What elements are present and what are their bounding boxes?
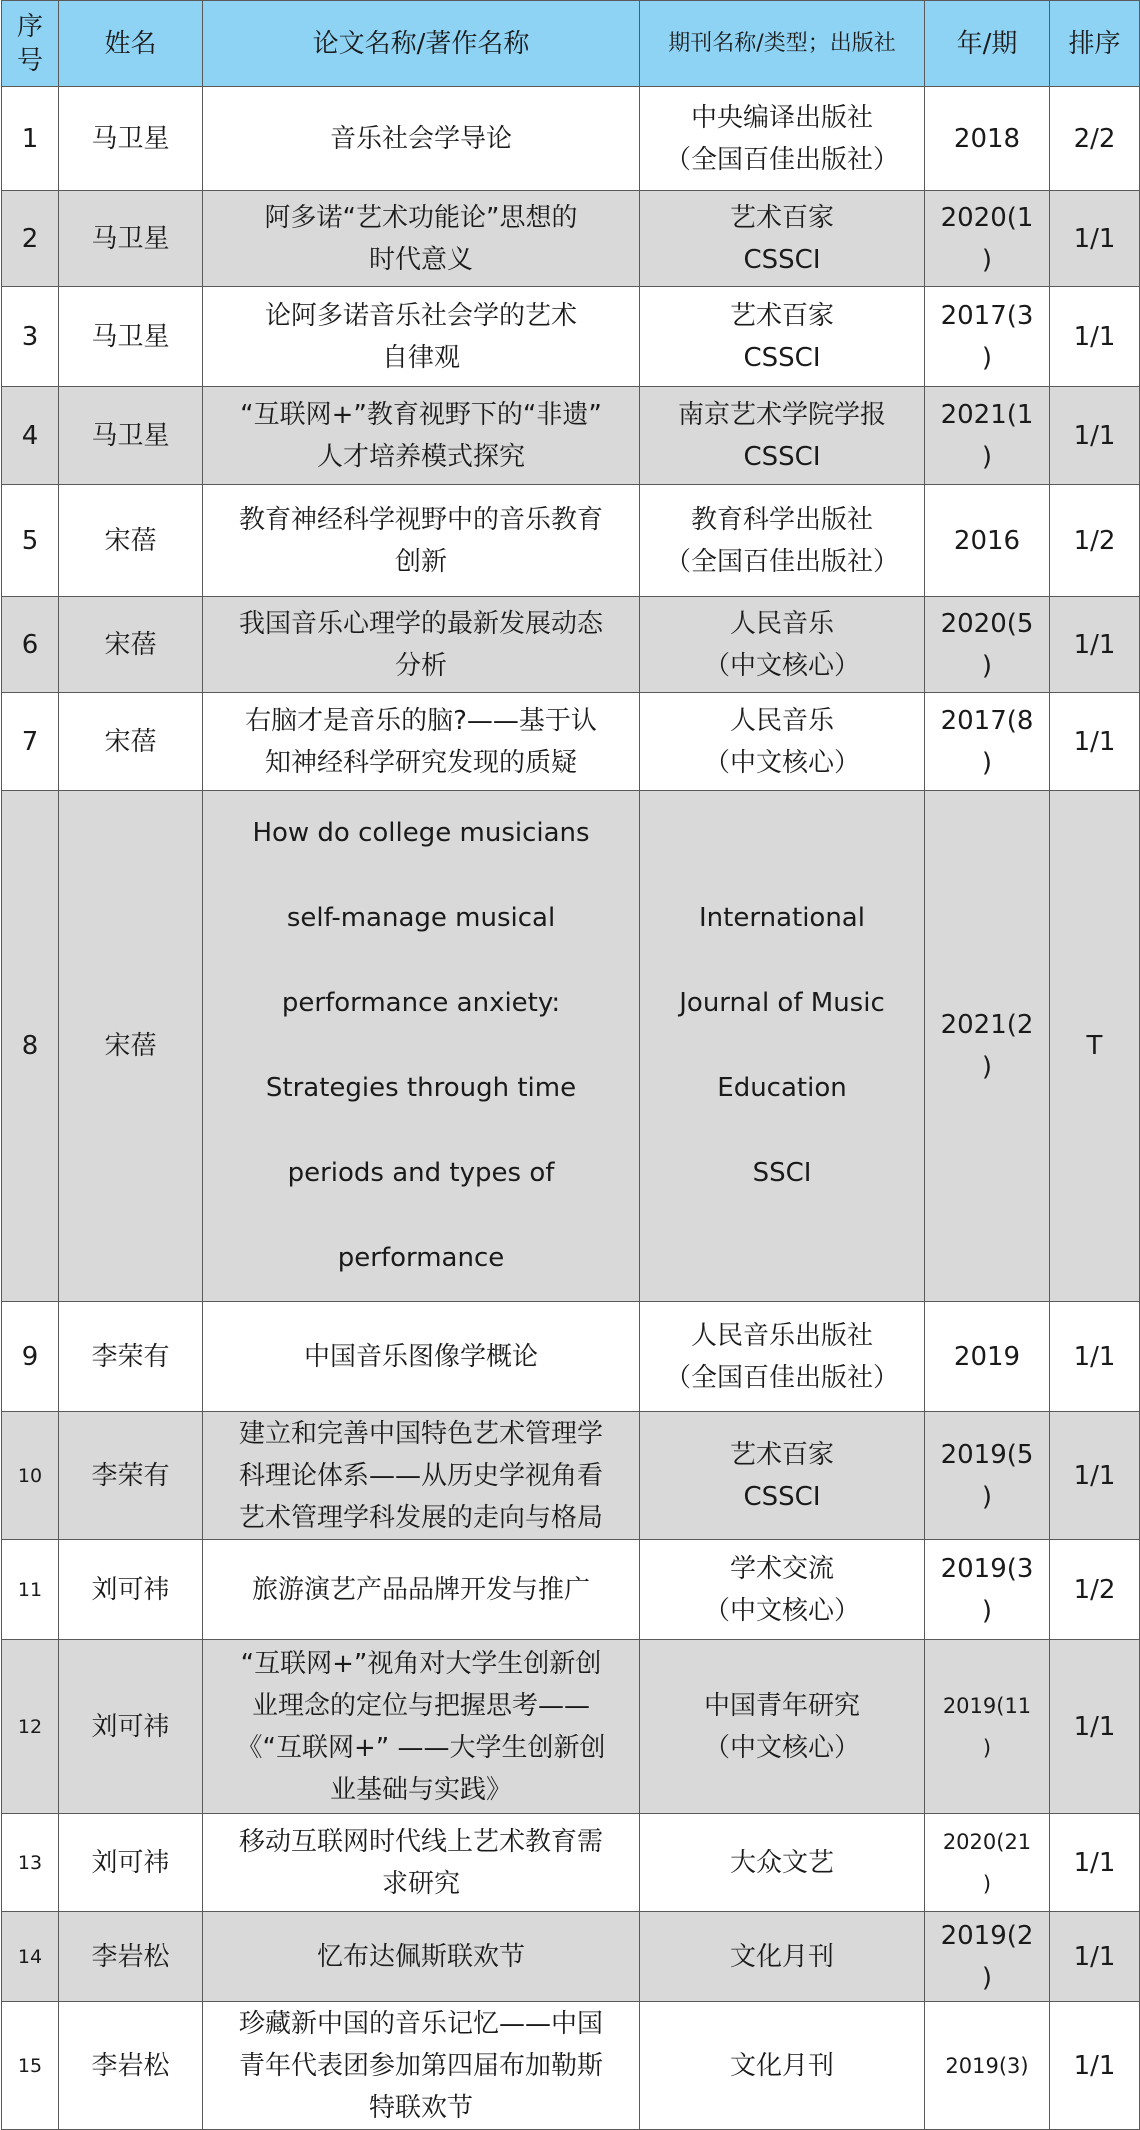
- row-number: 5: [21, 525, 39, 556]
- cell-title: [203, 1912, 640, 2002]
- cell-title: [203, 2002, 640, 2130]
- table-row: [2, 1814, 1140, 1912]
- cell-title: [203, 387, 640, 485]
- rank-value: 1/2: [1073, 1574, 1116, 1605]
- year-line: 2019(11: [942, 1693, 1032, 1718]
- rank-value: 1/1: [1073, 1941, 1116, 1972]
- row-number: 14: [17, 1945, 43, 1968]
- cell-year: [925, 1814, 1050, 1912]
- cell-year: [925, 1412, 1050, 1540]
- cell-journal: [640, 1640, 925, 1814]
- table-row: [2, 791, 1140, 1302]
- journal-line: 人民音乐出版社: [690, 1320, 873, 1351]
- year-line: 2020(5: [940, 608, 1034, 639]
- row-number: 11: [17, 1578, 43, 1601]
- cell-rank: [1050, 485, 1140, 597]
- author-name: 马卫星: [91, 123, 170, 154]
- cell-name: [59, 693, 203, 791]
- title-line: Strategies through time: [265, 1073, 577, 1103]
- title-line: periods and types of: [287, 1158, 555, 1188]
- journal-line: （中文核心）: [703, 650, 860, 681]
- rank-value: 2/2: [1073, 123, 1116, 154]
- journal-line: 艺术百家: [729, 1439, 834, 1470]
- journal-line: 艺术百家: [729, 202, 834, 233]
- rank-value: 1/1: [1073, 726, 1116, 757]
- author-name: 马卫星: [91, 420, 170, 451]
- cell-name: [59, 1540, 203, 1640]
- author-name: 李荣有: [91, 1460, 170, 1491]
- journal-line: CSSCI: [743, 342, 821, 373]
- author-name: 宋蓓: [104, 525, 157, 556]
- title-line: “互联网+”视角对大学生创新创: [240, 1648, 602, 1679]
- year-line: ): [981, 650, 993, 681]
- author-name: 李岩松: [91, 1941, 170, 1972]
- rank-value: 1/1: [1073, 1341, 1116, 1372]
- rank-value: 1/1: [1073, 420, 1116, 451]
- title-line: 人才培养模式探究: [316, 441, 525, 472]
- cell-journal: [640, 791, 925, 1302]
- title-line: 创新: [394, 546, 447, 577]
- year-line: ): [982, 1735, 992, 1760]
- title-line: 移动互联网时代线上艺术教育需: [238, 1826, 603, 1857]
- rank-value: 1/1: [1073, 223, 1116, 254]
- cell-rank: [1050, 87, 1140, 191]
- title-line: 自律观: [381, 342, 460, 373]
- cell-rank: [1050, 693, 1140, 791]
- title-line: performance: [337, 1243, 505, 1273]
- header-year: 年/期: [925, 1, 1050, 87]
- cell-no: [2, 1814, 59, 1912]
- cell-journal: [640, 1302, 925, 1412]
- rank-value: 1/1: [1073, 2050, 1116, 2081]
- cell-year: [925, 1302, 1050, 1412]
- cell-title: [203, 485, 640, 597]
- cell-year: [925, 1640, 1050, 1814]
- cell-year: [925, 693, 1050, 791]
- table-row: [2, 1540, 1140, 1640]
- cell-rank: [1050, 387, 1140, 485]
- journal-line: 大众文艺: [729, 1847, 834, 1878]
- journal-line: （全国百佳出版社）: [664, 144, 899, 175]
- cell-no: [2, 191, 59, 287]
- cell-name: [59, 1302, 203, 1412]
- year-line: 2019(2: [940, 1920, 1034, 1951]
- year-line: ): [982, 1871, 992, 1896]
- title-line: 教育神经科学视野中的音乐教育: [238, 504, 603, 535]
- title-line: How do college musicians: [252, 818, 590, 848]
- cell-name: [59, 597, 203, 693]
- title-line: self-manage musical: [286, 903, 556, 933]
- cell-rank: [1050, 597, 1140, 693]
- year-line: 2017(3: [940, 300, 1034, 331]
- cell-no: [2, 2002, 59, 2130]
- cell-year: [925, 387, 1050, 485]
- journal-line: 中央编译出版社: [690, 102, 873, 133]
- cell-title: [203, 1412, 640, 1540]
- year-line: ): [981, 1962, 993, 1993]
- journal-line: 南京艺术学院学报: [677, 399, 886, 430]
- year-line: ): [981, 244, 993, 275]
- table-row: [2, 2002, 1140, 2130]
- journal-line: （全国百佳出版社）: [664, 546, 899, 577]
- table-row: [2, 485, 1140, 597]
- cell-name: [59, 387, 203, 485]
- year-line: 2017(8: [940, 705, 1034, 736]
- cell-title: [203, 1540, 640, 1640]
- header-no: 序号: [2, 1, 59, 87]
- cell-journal: [640, 1912, 925, 2002]
- journal-line: 中国青年研究: [703, 1690, 860, 1721]
- cell-name: [59, 1412, 203, 1540]
- year-line: 2020(1: [940, 202, 1034, 233]
- cell-year: [925, 485, 1050, 597]
- cell-title: [203, 191, 640, 287]
- rank-value: 1/1: [1073, 1460, 1116, 1491]
- title-line: 建立和完善中国特色艺术管理学: [238, 1418, 603, 1449]
- cell-journal: [640, 87, 925, 191]
- cell-title: [203, 1640, 640, 1814]
- title-line: 艺术管理学科发展的走向与格局: [238, 1502, 603, 1533]
- cell-name: [59, 791, 203, 1302]
- row-number: 3: [21, 321, 39, 352]
- table-row: [2, 1640, 1140, 1814]
- author-name: 李岩松: [91, 2050, 170, 2081]
- title-line: 旅游演艺产品品牌开发与推广: [251, 1574, 590, 1605]
- title-line: 业基础与实践》: [329, 1774, 512, 1805]
- cell-title: [203, 791, 640, 1302]
- cell-year: [925, 87, 1050, 191]
- cell-title: [203, 597, 640, 693]
- cell-name: [59, 191, 203, 287]
- year-line: 2016: [953, 525, 1021, 556]
- rank-value: 1/2: [1073, 525, 1116, 556]
- cell-rank: [1050, 1640, 1140, 1814]
- journal-line: CSSCI: [743, 244, 821, 275]
- header-title: 论文名称/著作名称: [203, 1, 640, 87]
- title-line: performance anxiety:: [281, 988, 561, 1018]
- cell-rank: [1050, 1912, 1140, 2002]
- cell-rank: [1050, 287, 1140, 387]
- author-name: 刘可祎: [91, 1574, 170, 1605]
- cell-title: [203, 87, 640, 191]
- cell-journal: [640, 693, 925, 791]
- cell-no: [2, 597, 59, 693]
- journal-line: 人民音乐: [729, 705, 834, 736]
- row-number: 15: [17, 2054, 43, 2077]
- header-rank: 排序: [1050, 1, 1140, 87]
- table-row: [2, 87, 1140, 191]
- title-line: 阿多诺“艺术功能论”思想的: [264, 202, 578, 233]
- cell-journal: [640, 2002, 925, 2130]
- title-line: 青年代表团参加第四届布加勒斯: [238, 2050, 603, 2081]
- cell-rank: [1050, 1302, 1140, 1412]
- cell-no: [2, 791, 59, 1302]
- year-line: 2021(1: [940, 399, 1034, 430]
- journal-line: 艺术百家: [729, 300, 834, 331]
- year-line: 2021(2: [940, 1010, 1034, 1040]
- year-line: ): [981, 1481, 993, 1512]
- cell-name: [59, 1912, 203, 2002]
- cell-journal: [640, 1814, 925, 1912]
- rank-value: 1/1: [1073, 629, 1116, 660]
- journal-line: 文化月刊: [729, 1941, 834, 1972]
- year-line: ): [981, 441, 993, 472]
- year-line: ): [981, 747, 993, 778]
- cell-year: [925, 597, 1050, 693]
- cell-name: [59, 1640, 203, 1814]
- journal-line: （中文核心）: [703, 747, 860, 778]
- year-line: 2018: [953, 123, 1021, 154]
- cell-journal: [640, 191, 925, 287]
- cell-name: [59, 87, 203, 191]
- cell-no: [2, 1412, 59, 1540]
- rank-value: 1/1: [1073, 321, 1116, 352]
- journal-line: 学术交流: [729, 1553, 834, 1584]
- table-row: [2, 693, 1140, 791]
- cell-journal: [640, 597, 925, 693]
- cell-name: [59, 2002, 203, 2130]
- row-number: 7: [21, 726, 39, 757]
- cell-journal: [640, 287, 925, 387]
- table-row: [2, 191, 1140, 287]
- journal-line: International: [699, 903, 865, 933]
- cell-journal: [640, 1412, 925, 1540]
- year-line: ): [981, 342, 993, 373]
- cell-year: [925, 1912, 1050, 2002]
- author-name: 宋蓓: [104, 1031, 157, 1061]
- cell-no: [2, 1302, 59, 1412]
- cell-title: [203, 693, 640, 791]
- year-line: 2019(5: [940, 1439, 1034, 1470]
- author-name: 李荣有: [91, 1341, 170, 1372]
- cell-rank: [1050, 791, 1140, 1302]
- title-line: 科理论体系——从历史学视角看: [238, 1460, 603, 1491]
- table-row: [2, 1412, 1140, 1540]
- title-line: 时代意义: [368, 244, 473, 275]
- row-number: 4: [21, 420, 39, 451]
- journal-line: Journal of Music: [679, 988, 885, 1018]
- cell-rank: [1050, 2002, 1140, 2130]
- cell-title: [203, 1814, 640, 1912]
- author-name: 刘可祎: [91, 1847, 170, 1878]
- year-line: 2019(3: [940, 1553, 1034, 1584]
- year-line: 2019(3): [945, 2053, 1029, 2078]
- title-line: 《“互联网+” ——大学生创新创: [236, 1732, 606, 1763]
- cell-rank: [1050, 1412, 1140, 1540]
- journal-line: （中文核心）: [703, 1595, 860, 1626]
- cell-journal: [640, 485, 925, 597]
- rank-value: T: [1086, 1031, 1103, 1061]
- journal-line: SSCI: [752, 1158, 812, 1188]
- table-row: [2, 1912, 1140, 2002]
- cell-year: [925, 1540, 1050, 1640]
- author-name: 马卫星: [91, 321, 170, 352]
- cell-name: [59, 485, 203, 597]
- cell-year: [925, 2002, 1050, 2130]
- author-name: 宋蓓: [104, 629, 157, 660]
- year-line: 2020(21: [942, 1829, 1032, 1854]
- header-row: [2, 1, 1140, 87]
- cell-rank: [1050, 1814, 1140, 1912]
- rank-value: 1/1: [1073, 1847, 1116, 1878]
- title-line: 论阿多诺音乐社会学的艺术: [264, 300, 577, 331]
- row-number: 10: [17, 1464, 43, 1487]
- cell-no: [2, 387, 59, 485]
- row-number: 1: [21, 123, 39, 154]
- row-number: 6: [21, 629, 39, 660]
- journal-line: Education: [717, 1073, 847, 1103]
- table-row: [2, 1302, 1140, 1412]
- row-number: 9: [21, 1341, 39, 1372]
- author-name: 宋蓓: [104, 726, 157, 757]
- title-line: 业理念的定位与把握思考——: [251, 1690, 590, 1721]
- header-name: 姓名: [59, 1, 203, 87]
- cell-journal: [640, 1540, 925, 1640]
- table-row: [2, 387, 1140, 485]
- author-name: 刘可祎: [91, 1711, 170, 1742]
- title-line: “互联网+”教育视野下的“非遗”: [240, 399, 602, 430]
- title-line: 右脑才是音乐的脑?——基于认: [245, 705, 597, 736]
- title-line: 我国音乐心理学的最新发展动态: [238, 608, 603, 639]
- author-name: 马卫星: [91, 223, 170, 254]
- cell-no: [2, 1540, 59, 1640]
- title-line: 中国音乐图像学概论: [303, 1341, 538, 1372]
- journal-line: CSSCI: [743, 441, 821, 472]
- title-line: 求研究: [381, 1868, 460, 1899]
- cell-journal: [640, 387, 925, 485]
- cell-no: [2, 1912, 59, 2002]
- title-line: 知神经科学研究发现的质疑: [264, 747, 577, 778]
- title-line: 珍藏新中国的音乐记忆——中国: [238, 2008, 603, 2039]
- cell-year: [925, 287, 1050, 387]
- cell-no: [2, 287, 59, 387]
- cell-rank: [1050, 191, 1140, 287]
- journal-line: （中文核心）: [703, 1732, 860, 1763]
- cell-no: [2, 87, 59, 191]
- year-line: ): [981, 1595, 993, 1626]
- cell-year: [925, 191, 1050, 287]
- cell-year: [925, 791, 1050, 1302]
- title-line: 忆布达佩斯联欢节: [316, 1941, 525, 1972]
- journal-line: 教育科学出版社: [690, 504, 873, 535]
- table-row: [2, 597, 1140, 693]
- cell-title: [203, 287, 640, 387]
- journal-line: 文化月刊: [729, 2050, 834, 2081]
- year-line: ): [981, 1052, 993, 1082]
- journal-line: （全国百佳出版社）: [664, 1362, 899, 1393]
- row-number: 12: [17, 1715, 43, 1738]
- journal-line: 人民音乐: [729, 608, 834, 639]
- papers-table: [1, 0, 1140, 2130]
- row-number: 8: [21, 1031, 39, 1061]
- row-number: 2: [21, 223, 39, 254]
- cell-name: [59, 287, 203, 387]
- header-journal: 期刊名称/类型；出版社: [640, 1, 925, 87]
- cell-no: [2, 485, 59, 597]
- rank-value: 1/1: [1073, 1711, 1116, 1742]
- row-number: 13: [17, 1851, 43, 1874]
- cell-no: [2, 1640, 59, 1814]
- year-line: 2019: [953, 1341, 1021, 1372]
- journal-line: CSSCI: [743, 1481, 821, 1512]
- title-line: 音乐社会学导论: [329, 123, 512, 154]
- cell-no: [2, 693, 59, 791]
- title-line: 分析: [394, 650, 447, 681]
- title-line: 特联欢节: [368, 2092, 473, 2123]
- cell-rank: [1050, 1540, 1140, 1640]
- cell-name: [59, 1814, 203, 1912]
- table-row: [2, 287, 1140, 387]
- cell-title: [203, 1302, 640, 1412]
